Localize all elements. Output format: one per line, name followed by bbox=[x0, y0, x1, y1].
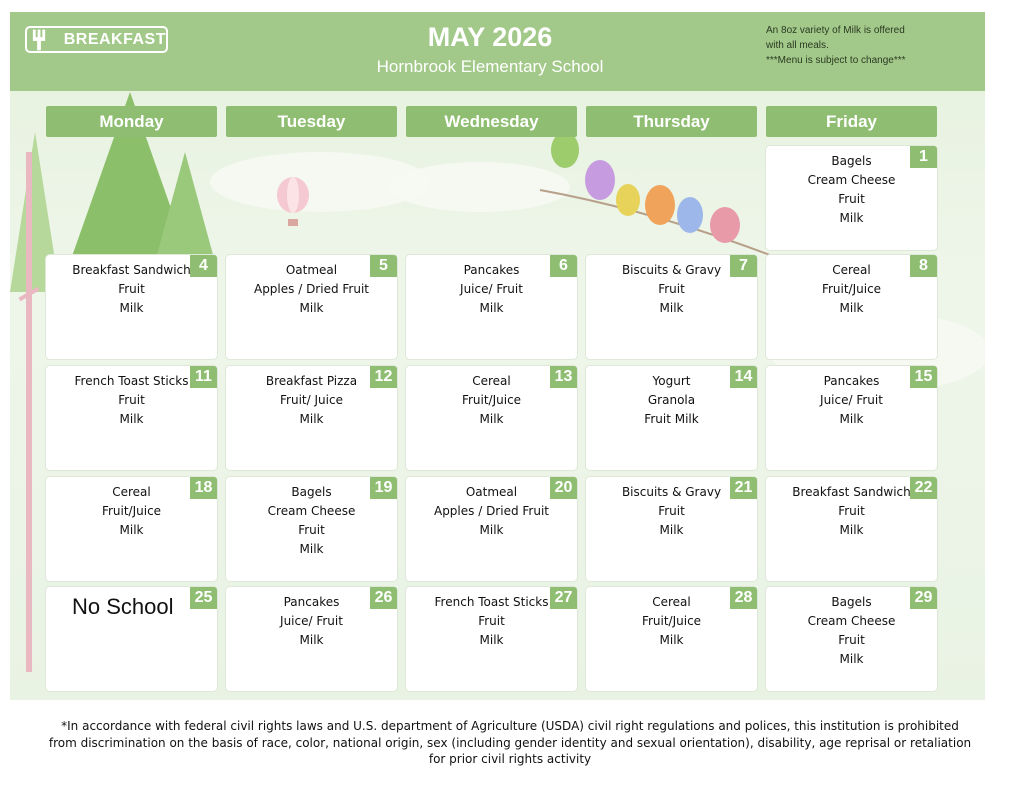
menu-item: Milk bbox=[119, 412, 144, 426]
breakfast-badge bbox=[25, 26, 168, 53]
day-cell-27 bbox=[406, 587, 577, 691]
date-number: 27 bbox=[550, 587, 577, 609]
date-number: 29 bbox=[910, 587, 937, 609]
day-header-thursday: Thursday bbox=[586, 106, 757, 137]
day-cell-13 bbox=[406, 366, 577, 470]
date-number: 5 bbox=[370, 255, 397, 277]
menu-items bbox=[408, 593, 575, 650]
month-title: MAY 2026 bbox=[427, 22, 553, 52]
menu-item: French Toast Sticks bbox=[434, 595, 549, 609]
menu-item: French Toast Sticks bbox=[74, 374, 189, 388]
menu-item: Milk bbox=[299, 633, 324, 647]
date-number: 28 bbox=[730, 587, 757, 609]
menu-items bbox=[408, 372, 575, 429]
menu-item: Breakfast Pizza bbox=[265, 374, 358, 388]
footer-line: *In accordance with federal civil rights laws and U.S. department of Agriculture (USDA) civil right regulations and polices, this institution is prohibited bbox=[61, 719, 959, 733]
menu-sheet bbox=[10, 12, 985, 700]
menu-item: Fruit bbox=[658, 282, 685, 296]
date-number: 19 bbox=[370, 477, 397, 499]
date-number: 21 bbox=[730, 477, 757, 499]
menu-item: Fruit bbox=[298, 523, 325, 537]
birds-on-branch-illustration bbox=[530, 120, 780, 255]
date-number: 13 bbox=[550, 366, 577, 388]
menu-item: Fruit/Juice bbox=[101, 504, 162, 518]
menu-item: Milk bbox=[119, 301, 144, 315]
fork-icon bbox=[31, 28, 52, 51]
day-cell-7 bbox=[586, 255, 757, 359]
civil-rights-footer bbox=[40, 718, 980, 768]
menu-item: Milk bbox=[479, 633, 504, 647]
day-cell-18 bbox=[46, 477, 217, 581]
date-number: 8 bbox=[910, 255, 937, 277]
note-line: with all meals. bbox=[766, 40, 829, 51]
menu-item: Fruit bbox=[838, 504, 865, 518]
menu-item: Fruit bbox=[838, 633, 865, 647]
date-number: 4 bbox=[190, 255, 217, 277]
menu-item: Fruit bbox=[658, 504, 685, 518]
menu-item: Milk bbox=[839, 523, 864, 537]
menu-items bbox=[48, 261, 215, 318]
menu-item: Cereal bbox=[112, 485, 151, 499]
day-cell-21 bbox=[586, 477, 757, 581]
date-number: 18 bbox=[190, 477, 217, 499]
menu-item: Bagels bbox=[831, 154, 872, 168]
day-cell-11 bbox=[46, 366, 217, 470]
date-number: 11 bbox=[190, 366, 217, 388]
menu-item: Milk bbox=[659, 633, 684, 647]
day-header-friday: Friday bbox=[766, 106, 937, 137]
menu-item: Biscuits & Gravy bbox=[621, 485, 722, 499]
menu-item: Breakfast Sandwich bbox=[72, 263, 191, 277]
menu-item: Milk bbox=[839, 301, 864, 315]
menu-item: Milk bbox=[839, 211, 864, 225]
date-number: 20 bbox=[550, 477, 577, 499]
menu-items bbox=[228, 372, 395, 429]
menu-item: Milk bbox=[839, 412, 864, 426]
menu-items bbox=[588, 483, 755, 540]
menu-item: Milk bbox=[839, 652, 864, 666]
menu-item: Fruit/Juice bbox=[821, 282, 882, 296]
day-header-tuesday: Tuesday bbox=[226, 106, 397, 137]
day-cell-28 bbox=[586, 587, 757, 691]
hot-air-balloon-icon bbox=[275, 177, 311, 229]
day-cell-6 bbox=[406, 255, 577, 359]
menu-item: Milk bbox=[659, 301, 684, 315]
menu-items bbox=[768, 261, 935, 318]
day-cell-15 bbox=[766, 366, 937, 470]
menu-items bbox=[228, 261, 395, 318]
menu-item: Bagels bbox=[291, 485, 332, 499]
menu-item: No School bbox=[72, 594, 174, 619]
menu-item: Fruit bbox=[118, 282, 145, 296]
menu-notes bbox=[766, 23, 981, 68]
date-number: 1 bbox=[910, 146, 937, 168]
menu-item: Cream Cheese bbox=[267, 504, 356, 518]
menu-items bbox=[228, 593, 395, 650]
menu-items bbox=[408, 261, 575, 318]
menu-item: Cereal bbox=[652, 595, 691, 609]
menu-items bbox=[588, 261, 755, 318]
menu-item: Milk bbox=[119, 523, 144, 537]
day-header-wednesday: Wednesday bbox=[406, 106, 577, 137]
day-cell-20 bbox=[406, 477, 577, 581]
menu-item: Yogurt bbox=[652, 374, 691, 388]
menu-item: Juice/ Fruit bbox=[460, 282, 523, 296]
menu-item: Fruit Milk bbox=[644, 412, 699, 426]
menu-item: Cereal bbox=[832, 263, 871, 277]
footer-line: for prior civil rights activity bbox=[428, 752, 592, 766]
menu-item: Pancakes bbox=[463, 263, 520, 277]
date-number: 14 bbox=[730, 366, 757, 388]
menu-item: Bagels bbox=[831, 595, 872, 609]
menu-items bbox=[768, 372, 935, 429]
menu-item: Fruit/Juice bbox=[641, 614, 702, 628]
day-cell-14 bbox=[586, 366, 757, 470]
menu-item: Fruit bbox=[478, 614, 505, 628]
menu-item: Milk bbox=[299, 301, 324, 315]
day-cell-26 bbox=[226, 587, 397, 691]
day-cell-29 bbox=[766, 587, 937, 691]
menu-item: Apples / Dried Fruit bbox=[433, 504, 549, 518]
menu-items bbox=[408, 483, 575, 540]
header-banner bbox=[10, 12, 985, 91]
menu-item: Fruit/Juice bbox=[461, 393, 522, 407]
menu-items bbox=[768, 483, 935, 540]
menu-item: Milk bbox=[479, 301, 504, 315]
menu-items bbox=[48, 483, 215, 540]
day-cell-8 bbox=[766, 255, 937, 359]
menu-item: Fruit/ Juice bbox=[280, 393, 343, 407]
note-line: An 8oz variety of Milk is offered bbox=[766, 25, 905, 36]
date-number: 12 bbox=[370, 366, 397, 388]
date-number: 15 bbox=[910, 366, 937, 388]
menu-item: Cereal bbox=[472, 374, 511, 388]
menu-item: Breakfast Sandwich bbox=[792, 485, 911, 499]
menu-item: Oatmeal bbox=[285, 263, 338, 277]
date-number: 22 bbox=[910, 477, 937, 499]
menu-items bbox=[72, 595, 215, 619]
day-cell-25 bbox=[46, 587, 217, 691]
date-number: 26 bbox=[370, 587, 397, 609]
menu-item: Juice/ Fruit bbox=[280, 614, 343, 628]
note-line: ***Menu is subject to change*** bbox=[766, 55, 906, 66]
school-name: Hornbrook Elementary School bbox=[376, 57, 604, 76]
menu-item: Fruit bbox=[838, 192, 865, 206]
menu-item: Pancakes bbox=[283, 595, 340, 609]
menu-item: Milk bbox=[659, 523, 684, 537]
menu-items bbox=[768, 593, 935, 669]
menu-items bbox=[588, 372, 755, 429]
breakfast-label: BREAKFAST bbox=[63, 30, 166, 48]
menu-item: Cream Cheese bbox=[807, 173, 896, 187]
menu-item: Biscuits & Gravy bbox=[621, 263, 722, 277]
menu-item: Apples / Dried Fruit bbox=[253, 282, 369, 296]
menu-item: Milk bbox=[479, 412, 504, 426]
menu-item: Pancakes bbox=[823, 374, 880, 388]
day-header-monday: Monday bbox=[46, 106, 217, 137]
day-cell-5 bbox=[226, 255, 397, 359]
day-cell-19 bbox=[226, 477, 397, 581]
day-cell-1 bbox=[766, 146, 937, 250]
date-number: 25 bbox=[190, 587, 217, 609]
menu-item: Milk bbox=[299, 412, 324, 426]
date-number: 6 bbox=[550, 255, 577, 277]
day-cell-4 bbox=[46, 255, 217, 359]
menu-item: Milk bbox=[479, 523, 504, 537]
date-number: 7 bbox=[730, 255, 757, 277]
menu-item: Milk bbox=[299, 542, 324, 556]
menu-item: Granola bbox=[647, 393, 696, 407]
menu-items bbox=[48, 372, 215, 429]
menu-items bbox=[588, 593, 755, 650]
menu-item: Juice/ Fruit bbox=[820, 393, 883, 407]
menu-item: Cream Cheese bbox=[807, 614, 896, 628]
menu-items bbox=[768, 152, 935, 228]
day-cell-22 bbox=[766, 477, 937, 581]
footer-line: from discrimination on the basis of race, color, national origin, sex (including gender identity and sexual orientation), disability, age reprisal or retaliation bbox=[48, 735, 972, 750]
day-cell-12 bbox=[226, 366, 397, 470]
menu-items bbox=[228, 483, 395, 559]
menu-item: Fruit bbox=[118, 393, 145, 407]
menu-item: Oatmeal bbox=[465, 485, 518, 499]
